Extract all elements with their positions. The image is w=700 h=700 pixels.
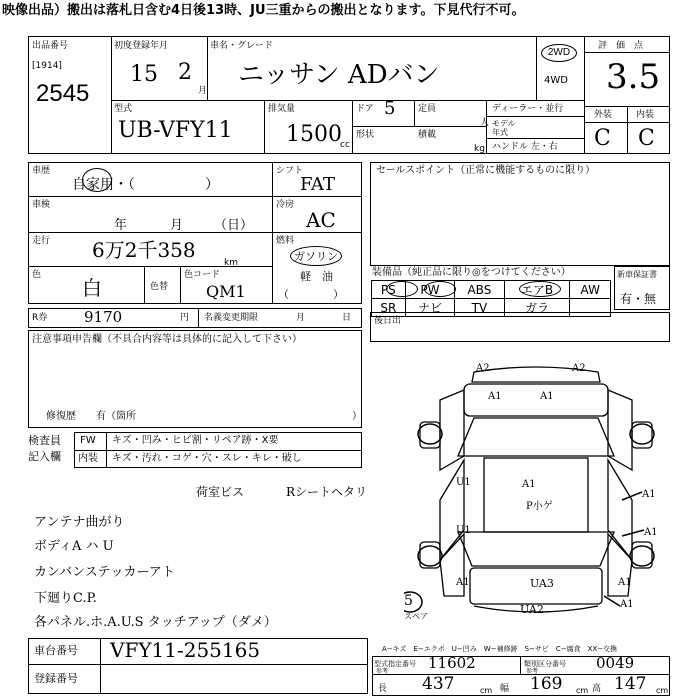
inspection-label: 車検: [32, 200, 51, 210]
width-unit: cm: [576, 686, 589, 695]
car-name-value: ニッサン ADバン: [238, 60, 440, 90]
chassis-label: 車台番号: [34, 644, 78, 657]
remark-line-3: カンバンステッカーアト: [34, 565, 175, 580]
color-code-label: 色コード: [184, 270, 221, 280]
interior-grade: C: [638, 126, 655, 151]
mileage-label: 走行: [32, 236, 51, 246]
load-unit: kg: [474, 144, 485, 154]
remark-top-2: Rシートヘタリ: [286, 485, 368, 499]
displacement-unit: cc: [340, 140, 350, 150]
capacity-unit: 人: [480, 118, 490, 128]
remark-top-1: 荷室ビス: [196, 485, 245, 499]
remark-line-5: 各パネル.ホ.A.U.S タッチアップ（ダメ）: [34, 615, 277, 630]
lot-label: 出品番号: [32, 41, 69, 51]
inspector-fw: FW: [80, 435, 96, 446]
spare-value: 5: [404, 593, 413, 609]
diagram-mark-rear-door-left: U1: [456, 525, 471, 536]
diagram-mark-hood-left: A1: [488, 391, 502, 402]
car-name-label: 車名・グレード: [210, 41, 274, 51]
spare-label: スペア: [404, 612, 428, 621]
chassis-value: VFY11-255165: [110, 638, 261, 662]
displacement-label: 排気量: [268, 104, 296, 114]
height-value: 147: [614, 674, 647, 694]
diagram-mark-top-left: A2: [476, 363, 490, 374]
doors-label: ドア: [356, 104, 374, 114]
first-reg-label: 初度登録年月: [114, 41, 169, 51]
grade-value: 3.5: [606, 57, 661, 97]
diagram-mark-rear-right-2: A1: [620, 599, 634, 610]
color-value: 白: [82, 276, 102, 300]
diagram-mark-rear-right: A1: [618, 577, 632, 588]
class-no-ref: 参考: [526, 668, 539, 675]
mileage-unit: km: [224, 258, 238, 268]
inspection-year: 年: [114, 218, 128, 233]
diagram-mark-hood-right: A1: [540, 391, 554, 402]
diagram-mark-roof-peel: P小ゲ: [526, 501, 553, 512]
length-unit: cm: [480, 686, 493, 695]
equip-ps-circle: [386, 281, 418, 297]
exterior-label: 外装: [594, 110, 613, 120]
equip-ps: PS: [372, 281, 406, 299]
length-label: 長: [378, 684, 388, 694]
inspection-month: 月: [170, 218, 184, 233]
first-reg-unit: 月: [198, 86, 208, 96]
fuel-value: ガソリン: [294, 250, 338, 263]
recycle-label: R券: [32, 313, 48, 323]
diagram-mark-bumper: UA2: [520, 603, 544, 616]
equip-aw: AW: [570, 281, 611, 299]
length-value: 437: [422, 674, 455, 694]
remark-line-1: アンテナ曲がり: [34, 515, 125, 530]
equip-glass: ガラ: [504, 299, 570, 317]
drive-4wd: 4WD: [544, 75, 568, 86]
doors-value: 5: [384, 98, 396, 119]
recycle-unit: 円: [180, 313, 190, 323]
after-fit-label: 後日出: [374, 316, 402, 326]
title-date-label: 名義変更期限: [204, 313, 259, 323]
title-date-month: 月: [296, 313, 306, 323]
first-reg-year: 15: [130, 62, 158, 87]
inspector-fw-items: キズ・凹み・ヒビ割・リペア跡・X要: [112, 435, 279, 446]
color-code: QM1: [206, 282, 246, 301]
title-date-day: 日: [342, 313, 352, 323]
diagram-mark-right-2: A1: [644, 527, 658, 538]
lot-code: [1914]: [32, 61, 62, 71]
first-reg-month: 2: [178, 60, 192, 85]
class-no-label: 類別区分番号: [524, 660, 566, 668]
recycle-value: 9170: [84, 308, 123, 326]
equip-pw-circle: [424, 281, 456, 297]
inspector-label: 検査員: [28, 434, 61, 447]
repair-history-label: 修復歴 有（箇所: [46, 411, 136, 422]
equip-pw: PW: [405, 281, 455, 299]
grade-label: 評 価 点: [598, 41, 644, 51]
color-label: 色: [32, 270, 42, 280]
lot-number: 2545: [36, 80, 90, 107]
new-cert-value: 有・無: [620, 292, 657, 306]
usage-value: 自家用・（ ）: [72, 177, 219, 193]
fuel-paren: （ ）: [278, 288, 344, 301]
diagram-mark-top-right: A2: [572, 363, 586, 374]
diagram-mark-rear-left: A1: [456, 577, 470, 588]
type-no-value: 11602: [428, 654, 476, 672]
equip-tv: TV: [455, 299, 504, 317]
shift-value: FAT: [300, 174, 335, 195]
interior-label: 内装: [636, 110, 655, 120]
diagram-mark-roof: A1: [522, 479, 536, 490]
inspector-interior: 内装: [78, 453, 98, 464]
handle-label: ハンドル 左・右: [492, 142, 558, 152]
height-label: 高: [592, 684, 602, 694]
displacement-value: 1500: [286, 122, 342, 147]
model-label: 型式: [114, 104, 133, 114]
equip-navi: ナビ: [405, 299, 455, 317]
damage-legend: A−キズ E−エクボ U−凹み W−補修跡 S−サビ C−腐食 XX−交換: [382, 645, 618, 653]
load-label: 積載: [418, 130, 437, 140]
ac-label: 冷房: [276, 200, 295, 210]
model-year-label: モデル 年式: [492, 119, 516, 137]
equip-airbag-circle: [519, 281, 561, 297]
class-no-value: 0049: [596, 654, 635, 672]
shape-label: 形状: [356, 130, 375, 140]
remark-line-2: ボディA ハ U: [34, 539, 114, 554]
color-swap-label: 色替: [150, 282, 169, 292]
diagram-mark-back-door: UA3: [530, 577, 554, 590]
equipment-label: 装備品（純正品に限り◎をつけてください）: [372, 267, 571, 278]
drive-2wd-circled: 2WD: [541, 44, 577, 62]
usage-circle: [82, 168, 112, 192]
type-no-label: 型式指定番号: [374, 660, 416, 668]
exterior-grade: C: [594, 126, 611, 151]
equip-airbag: エアB: [504, 281, 570, 299]
fuel-label: 燃料: [276, 236, 295, 246]
new-cert-label: 新車保証書: [617, 270, 657, 279]
remark-line-4: 下廻りC.P.: [34, 591, 97, 606]
sales-point-box: [370, 162, 670, 266]
inspector-entry-label: 記入欄: [28, 450, 61, 463]
auction-banner: 映像出品）搬出は落札日含む4日後13時、JU三重からの搬出となります。下見代行不可。: [2, 3, 525, 18]
recycle-row: [28, 308, 362, 328]
shift-label: シフト: [276, 166, 304, 176]
reg-no-label: 登録番号: [34, 672, 78, 685]
type-no-ref: 参考: [376, 668, 389, 675]
inspector-interior-items: キズ・汚れ・コゲ・穴・スレ・キレ・破し: [112, 453, 302, 464]
capacity-label: 定員: [418, 104, 437, 114]
diagram-mark-door-left: U1: [456, 477, 471, 488]
width-label: 幅: [500, 684, 510, 694]
ac-value: AC: [306, 208, 336, 232]
equip-abs: ABS: [455, 281, 504, 299]
repair-history-close: ）: [352, 411, 362, 422]
notes-label: 注意事項申告欄（不具合内容等は具体的に記入して下さい）: [32, 334, 302, 345]
usage-label: 車歴: [32, 166, 51, 176]
dealer-label: ディーラー・並行: [492, 104, 564, 114]
inspection-day: （日）: [214, 218, 254, 233]
model-value: UB-VFY11: [118, 118, 233, 143]
equip-sr: SR: [372, 299, 406, 317]
sales-point-label: セールスポイント（正常に機能するものに限り）: [376, 165, 596, 176]
diagram-mark-right-1: A1: [642, 489, 656, 500]
fuel-option: 軽 油: [300, 270, 333, 283]
height-unit: cm: [656, 686, 669, 695]
mileage-value: 6万2千358: [92, 238, 196, 262]
width-value: 169: [530, 674, 563, 694]
after-fit-box: [370, 312, 670, 342]
